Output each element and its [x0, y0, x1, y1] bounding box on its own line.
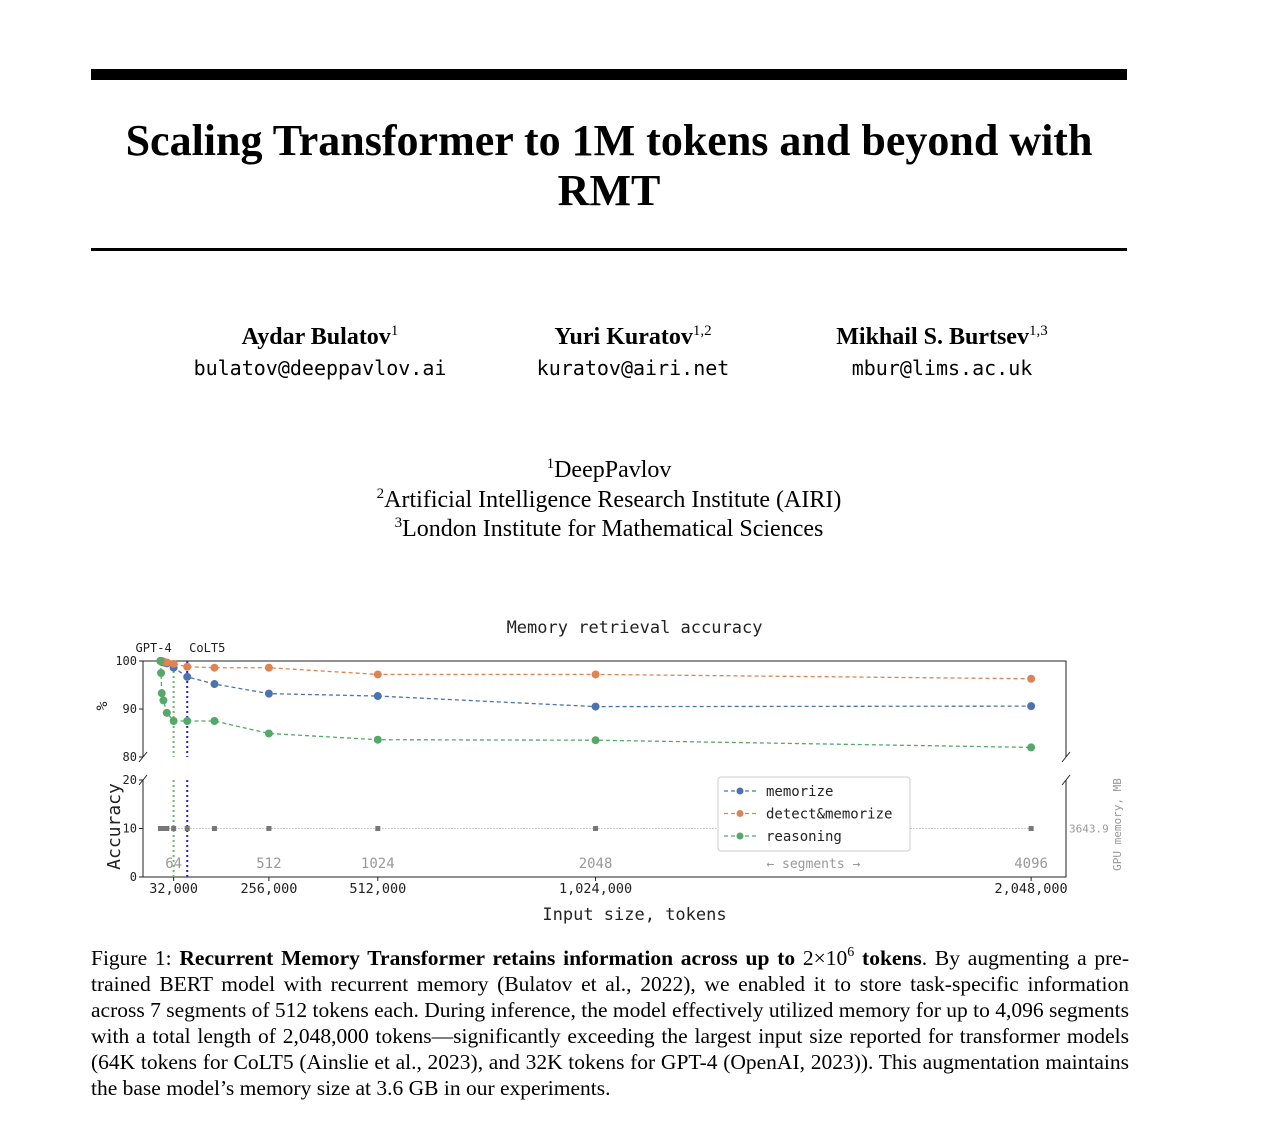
x-axis-label: Input size, tokens — [542, 905, 727, 925]
figure-caption — [91, 945, 1129, 1101]
segment-count-label: 512 — [256, 856, 282, 872]
author-affil-sup: 1 — [390, 323, 399, 339]
data-point — [374, 670, 382, 678]
data-point — [157, 669, 165, 677]
y-tick-label: 80 — [122, 750, 137, 764]
upper-axes-frame — [143, 661, 1066, 757]
y-axis-label: Accuracy — [104, 783, 125, 870]
data-point — [265, 690, 273, 698]
affiliation-sup: 1 — [546, 456, 555, 472]
paper-title — [91, 116, 1127, 216]
data-point — [210, 664, 218, 672]
gpu-memory-marker — [375, 826, 380, 831]
data-point — [183, 717, 191, 725]
legend-swatch-marker — [737, 810, 744, 817]
data-point — [183, 673, 191, 681]
author-block — [762, 322, 1122, 383]
author-affil-sup: 1,2 — [692, 323, 712, 339]
data-point — [210, 680, 218, 688]
caption-bold — [179, 946, 921, 970]
gpu-memory-marker — [593, 826, 598, 831]
affiliation-name: DeepPavlov — [554, 457, 672, 483]
gpu-memory-marker — [212, 826, 217, 831]
title-rule — [91, 248, 1127, 251]
segment-count-label: 4096 — [1014, 856, 1048, 872]
series-line-memorize — [160, 661, 1031, 707]
data-point — [183, 663, 191, 671]
affiliations — [91, 456, 1127, 545]
x-tick-label: 1,024,000 — [558, 881, 633, 897]
author-email[interactable]: mbur@lims.ac.uk — [851, 356, 1033, 380]
data-point — [170, 660, 178, 668]
data-point — [265, 729, 273, 737]
author-name: Aydar Bulatov — [241, 324, 391, 350]
affiliation-line — [91, 456, 1127, 486]
data-point — [156, 657, 164, 665]
data-point — [265, 664, 273, 672]
legend-swatch-marker — [737, 833, 744, 840]
author-email[interactable]: kuratov@airi.net — [536, 356, 730, 380]
gpu-memory-value: 3643.9 — [1069, 822, 1109, 836]
author-name: Mikhail S. Burtsev — [836, 324, 1029, 350]
caption-body: . By augmenting a pre-trained BERT model with recurrent memory (Bulatov et al., 2022), we enabled it to store task-specific information across 7 segments of 512 tokens each. During inference, the model effectively utilized memory for up to 4,096 segments with a total length of 2,048,000 tokens—significantly exceeding the largest input size reported for transformer models (64K tokens for CoLT5 (Ainslie et al., 2023), and 32K tokens for GPT-4 (OpenAI, 2023)). This augmentation maintains the base model’s memory size at 3.6 GB in our experiments. — [91, 946, 1129, 1100]
segment-count-label: 64 — [165, 856, 183, 872]
author-block — [453, 322, 813, 383]
y-tick-label: 20 — [122, 773, 137, 787]
y-tick-label: 10 — [122, 821, 137, 836]
author-block — [140, 322, 500, 383]
caption-bold-text: Recurrent Memory Transformer retains information across up to — [179, 946, 803, 970]
caption-label: Figure 1: — [91, 946, 180, 970]
affiliation-line — [91, 486, 1127, 516]
gpu-memory-marker — [1029, 826, 1034, 831]
affiliation-name: London Institute for Mathematical Sciences — [402, 516, 824, 542]
data-point — [163, 709, 171, 717]
affiliation-sup: 3 — [394, 515, 403, 531]
gpu-memory-marker — [266, 826, 271, 831]
y-tick-label: 100 — [115, 654, 137, 668]
top-rule — [91, 69, 1127, 80]
caption-math-base: 2×10 — [802, 946, 848, 970]
y-tick-label: 0 — [129, 870, 137, 884]
data-point — [170, 717, 178, 725]
y-axis-label-right: GPU memory, MB — [1111, 778, 1124, 871]
y-axis-label-top: % — [93, 701, 111, 711]
affiliation-line — [91, 515, 1127, 545]
data-point — [592, 736, 600, 744]
x-tick-label: 32,000 — [149, 881, 199, 897]
data-point — [159, 696, 167, 704]
title-line-2: RMT — [557, 166, 661, 215]
gpu-memory-marker — [185, 826, 190, 831]
legend-swatch-marker — [737, 788, 744, 795]
reference-label-colt5: CoLT5 — [189, 641, 226, 655]
data-point — [374, 736, 382, 744]
affiliation-name: Artificial Intelligence Research Institute (AIRI) — [384, 486, 842, 513]
memory-retrieval-chart — [0, 600, 1274, 935]
x-tick-label: 512,000 — [349, 881, 407, 897]
data-point — [592, 703, 600, 711]
data-point — [1027, 743, 1035, 751]
author-email[interactable]: bulatov@deeppavlov.ai — [193, 356, 447, 380]
segment-count-label: 1024 — [360, 856, 395, 872]
segments-arrow-label: ← segments → — [766, 857, 861, 872]
reference-label-gpt4: GPT-4 — [135, 641, 172, 655]
caption-math-exp: 6 — [847, 945, 855, 960]
author-name: Yuri Kuratov — [554, 324, 693, 350]
caption-bold-tail: tokens — [854, 946, 922, 970]
data-point — [210, 717, 218, 725]
segment-count-label: 2048 — [578, 856, 613, 872]
data-point — [592, 670, 600, 678]
legend-label: memorize — [766, 784, 834, 800]
data-point — [1027, 702, 1035, 710]
y-tick-label: 90 — [122, 702, 137, 716]
figure-1 — [0, 600, 1274, 940]
x-tick-label: 256,000 — [240, 881, 298, 897]
legend-label: reasoning — [766, 829, 842, 845]
title-line-1: Scaling Transformer to 1M tokens and beyond with — [125, 116, 1093, 165]
data-point — [374, 692, 382, 700]
gpu-memory-marker — [164, 826, 169, 831]
data-point — [158, 689, 166, 697]
affiliation-sup: 2 — [376, 485, 385, 502]
author-affil-sup: 1,3 — [1028, 323, 1048, 339]
gpu-memory-marker — [171, 826, 176, 831]
data-point — [1027, 675, 1035, 683]
x-tick-label: 2,048,000 — [994, 881, 1068, 897]
legend-label: detect&memorize — [766, 806, 893, 823]
chart-title: Memory retrieval accuracy — [506, 618, 763, 638]
